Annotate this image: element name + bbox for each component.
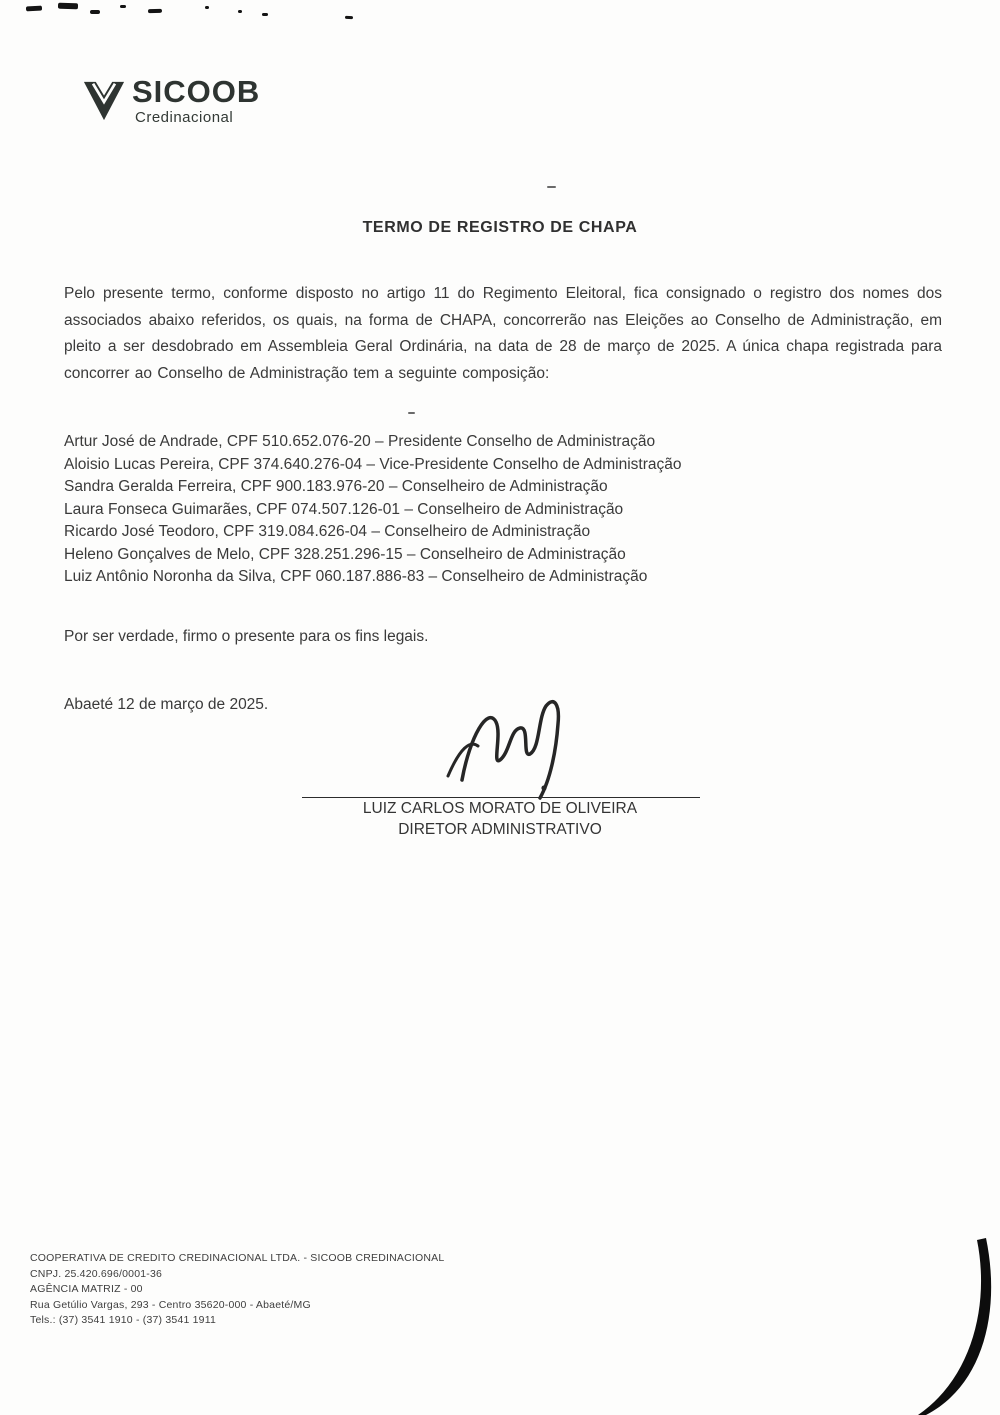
member-line: Ricardo José Teodoro, CPF 319.084.626-04 – Conselheiro de Administração: [64, 523, 591, 540]
logo-brand-text: SICOOB: [132, 74, 261, 109]
scan-artifact: [547, 186, 556, 188]
footer: [30, 1251, 444, 1329]
date-line: Abaeté 12 de março de 2025.: [64, 696, 269, 713]
sicoob-logo: [82, 76, 260, 126]
closing-line: Por ser verdade, firmo o presente para os fins legais.: [64, 628, 429, 645]
signature-line: [302, 797, 700, 798]
footer-line: AGÊNCIA MATRIZ - 00: [30, 1283, 143, 1295]
members-list: [64, 431, 942, 589]
member-line: Laura Fonseca Guimarães, CPF 074.507.126-01 – Conselheiro de Administração: [64, 500, 624, 518]
scan-artifact: [26, 6, 42, 12]
footer-line: CNPJ. 25.420.696/0001-36: [30, 1267, 163, 1280]
scan-artifact: [238, 10, 242, 13]
document-title: TERMO DE REGISTRO DE CHAPA: [362, 219, 638, 236]
scan-artifact: [262, 13, 268, 16]
member-line: Aloisio Lucas Pereira, CPF 374.640.276-04 – Vice-Presidente Conselho de Administração: [64, 455, 682, 473]
signer-name: LUIZ CARLOS MORATO DE OLIVEIRA: [362, 800, 638, 817]
scan-artifact: [90, 10, 100, 14]
scan-artifact: [205, 6, 209, 9]
member-line: Luiz Antônio Noronha da Silva, CPF 060.187.886-83 – Conselheiro de Administração: [64, 568, 648, 585]
signer-title: DIRETOR ADMINISTRATIVO: [398, 821, 602, 838]
member-line: Sandra Geralda Ferreira, CPF 900.183.976-20 – Conselheiro de Administração: [64, 478, 608, 495]
sicoob-logo-icon: [82, 80, 126, 122]
intro-paragraph: Pelo presente termo, conforme disposto no artigo 11 do Regimento Eleitoral, fica consignado o registro dos nomes dos associados abaixo referidos, os quais, na forma de CHAPA, concorrerão nas Eleições ao Conselho de Administração, em pleito a ser desdobrado em Assembleia Geral Ordinária, na data de 28 de março de 2025. A única chapa registrada para concorrer ao Conselho de Administração tem a seguinte composição:: [64, 285, 942, 382]
scan-artifact: [58, 3, 78, 10]
footer-line: Rua Getúlio Vargas, 293 - Centro 35620-000 - Abaeté/MG: [30, 1298, 311, 1311]
footer-line: Tels.: (37) 3541 1910 - (37) 3541 1911: [30, 1314, 217, 1326]
logo-subbrand-text: Credinacional: [135, 109, 234, 126]
scan-artifact: [120, 5, 126, 8]
member-line: Heleno Gonçalves de Melo, CPF 328.251.296-15 – Conselheiro de Administração: [64, 545, 626, 563]
scan-artifact: [148, 9, 162, 13]
scan-artifact-page-curl: [880, 1230, 1000, 1415]
scan-artifact: [408, 412, 415, 414]
member-line: Artur José de Andrade, CPF 510.652.076-20 – Presidente Conselho de Administração: [64, 433, 656, 450]
scan-artifact: [345, 16, 353, 20]
signature-image: [440, 688, 580, 803]
footer-line: COOPERATIVA DE CREDITO CREDINACIONAL LTDA. - SICOOB CREDINACIONAL: [30, 1252, 445, 1264]
logo-text: [132, 76, 260, 126]
